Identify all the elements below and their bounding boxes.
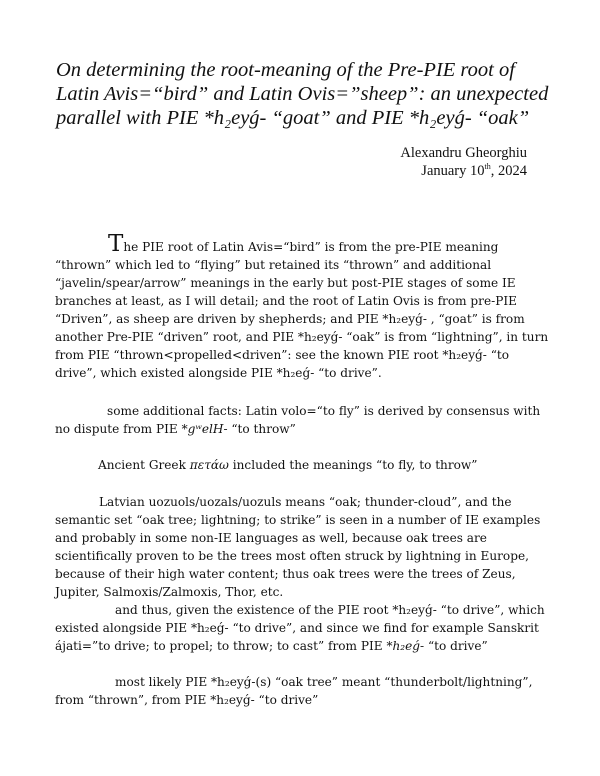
author-name: Alexandru Gheorghiu <box>400 145 527 161</box>
p5-text-a: and thus, given the existence of the PIE root *h₂eyǵ- “to drive”, which existed alongside PIE *h₂eǵ- “to drive”, and since we find for example Sanskrit ájati=”to drive; to propel; to throw; to cast” from PIE <box>55 603 545 653</box>
paragraph-greek <box>55 456 552 474</box>
p2-italic-root: *gʷelH- <box>181 422 228 436</box>
paper-title: On determining the root-meaning of the Pre-PIE root of Latin Avis=“bird” and Latin Ovis=”sheep”: an unexpected parallel with PIE *h₂eyǵ- “goat” and PIE *h₂eyǵ- “oak” <box>56 59 549 129</box>
drop-cap: T <box>108 231 124 257</box>
date-day: January 10 <box>421 163 485 179</box>
p2-text-b: “to throw” <box>227 422 296 436</box>
author-block <box>400 144 527 180</box>
paragraph-intro <box>55 231 552 382</box>
paragraph-sanskrit <box>55 601 552 655</box>
paragraph-latvian: Latvian uozuols/uozals/uozuls means “oak; thunder-cloud”, and the semantic set “oak tree; lightning; to strike” is seen in a number of IE examples and probably in some non-IE languages as well, because oak trees are scientifically proven to be the trees most often struck by lightning in Europe, because of their high water content; thus oak trees were the trees of Zeus, Jupiter, Salmoxis/Zalmoxis, Thor, etc. <box>55 495 541 599</box>
publication-date <box>400 162 527 180</box>
p5-italic-root: *h₂eǵ- <box>386 639 425 653</box>
p2-text-a: some additional facts: Latin volo=“to fly” is derived by consensus with no dispute from PIE <box>55 404 541 436</box>
date-ordinal: th <box>484 162 491 172</box>
p3-greek-word: πετάω <box>189 458 229 472</box>
intro-text: he PIE root of Latin Avis=“bird” is from the pre-PIE meaning “thrown” which led to “flying” but retained its “thrown” and additional “javelin/spear/arrow” meanings in the early but post-PIE stages of some IE branches at least, as I will detail; and the root of Latin Ovis is from pre-PIE “Driven”, as sheep are driven by shepherds; and PIE *h₂eyǵ- , “goat” is from another Pre-PIE “driven” root, and PIE *h₂eyǵ- “oak” is from “lightning”, in turn from PIE “thrown<propelled<driven”: see the known PIE root *h₂eyǵ- “to drive”, which existed alongside PIE *h₂eǵ- “to drive”. <box>55 240 549 380</box>
date-year: , 2024 <box>490 163 527 179</box>
paragraph-latin-volo <box>55 402 552 438</box>
p3-text-a: Ancient Greek <box>98 458 190 472</box>
paragraph-conclusion: most likely PIE *h₂eyǵ-(s) “oak tree” meant “thunderbolt/lightning”, from “thrown”, from PIE *h₂eyǵ- “to drive” <box>55 675 533 707</box>
p5-text-b: “to drive” <box>424 639 488 653</box>
p3-text-b: included the meanings “to fly, to throw” <box>228 458 478 472</box>
